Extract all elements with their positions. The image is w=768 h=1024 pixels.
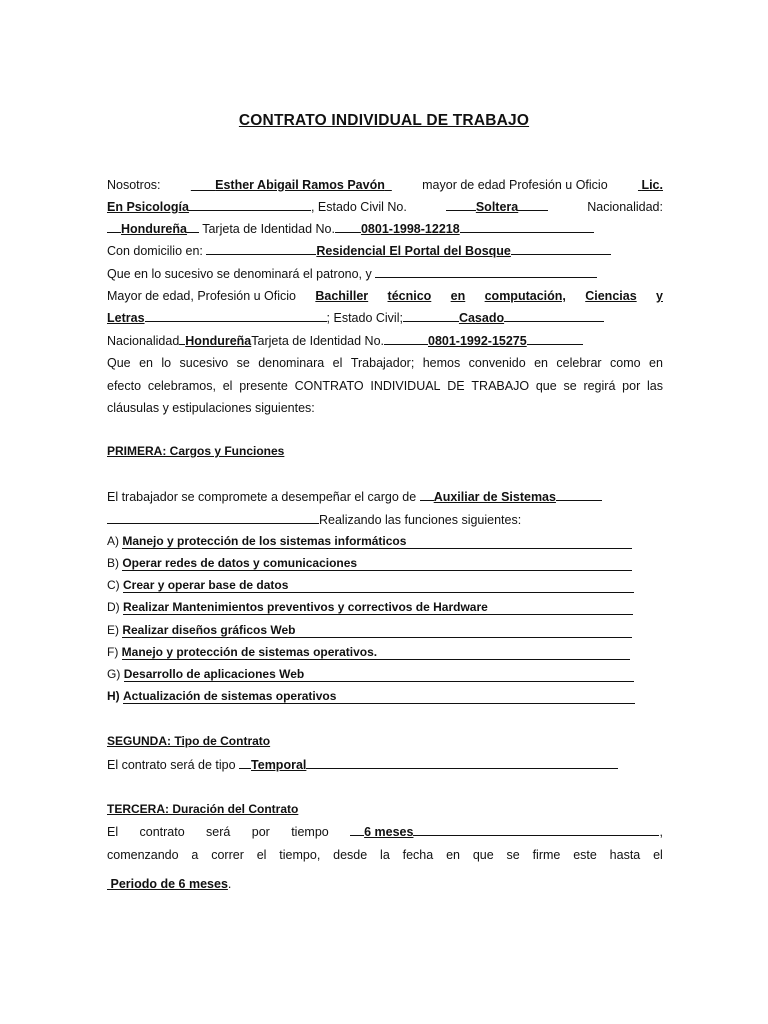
function-letter: C)	[107, 578, 120, 592]
function-letter: A)	[107, 534, 119, 548]
worker-profession-word: y	[656, 289, 663, 303]
comenzando-word: correr	[211, 848, 244, 862]
funciones-label: Realizando las funciones siguientes:	[319, 513, 522, 527]
function-text: Operar redes de datos y comunicaciones	[122, 556, 632, 571]
document-title: CONTRATO INDIVIDUAL DE TRABAJO	[238, 112, 530, 129]
comenzando-word: hasta	[609, 848, 641, 862]
segunda-heading: SEGUNDA: Tipo de Contrato	[107, 734, 271, 748]
function-letter: H)	[107, 689, 120, 703]
intro-line-8	[107, 333, 663, 349]
function-item-d	[107, 600, 633, 615]
function-item-f	[107, 645, 630, 660]
comenzando-word: a	[191, 848, 199, 862]
employer-name: Esther Abigail Ramos Pavón	[215, 178, 385, 192]
worker-id-label: Tarjeta de Identidad No.	[251, 334, 384, 348]
tipo-line	[107, 757, 663, 773]
function-letter: B)	[107, 556, 119, 570]
paragraph-word: efecto	[107, 379, 142, 393]
employer-profession-b: En Psicología	[107, 200, 189, 214]
comenzando-word: el	[653, 848, 663, 862]
comenzando-word: comenzando	[107, 848, 179, 862]
intro-line-4	[107, 243, 663, 259]
paragraph-word: INDIVIDUAL	[370, 379, 441, 393]
comenzando-word: fecha	[402, 848, 434, 862]
intro-line-3	[107, 221, 663, 237]
comenzando-word: se	[506, 848, 520, 862]
function-item-a	[107, 534, 632, 549]
function-text: Realizar diseños gráficos Web	[122, 623, 632, 638]
tarjeta-label: Tarjeta de Identidad No.	[202, 222, 335, 236]
tercera-heading: TERCERA: Duración del Contrato	[107, 802, 299, 816]
duracion-word: tiempo	[291, 825, 329, 839]
paragraph-word: sucesivo	[179, 356, 229, 370]
employer-id-number: 0801-1998-12218	[360, 222, 460, 236]
comenzando-word: en	[446, 848, 460, 862]
paragraph-word: lo	[161, 356, 172, 370]
paragraph-word: denominara	[258, 356, 325, 370]
paragraph-word: el	[332, 356, 343, 370]
function-item-b	[107, 556, 632, 571]
function-letter: G)	[107, 667, 121, 681]
worker-nationality: Hondureña	[185, 334, 252, 348]
paragraph-word: las	[647, 379, 663, 393]
worker-civil-status: Casado	[458, 311, 505, 325]
paragraph-line-3: cláusulas y estipulaciones siguientes:	[107, 401, 315, 415]
function-item-g	[107, 667, 634, 682]
duracion-word: por	[251, 825, 270, 839]
tipo-label: El contrato será de tipo	[107, 758, 236, 772]
employer-nationality: Hondureña	[121, 222, 187, 236]
worker-nationality-label: Nacionalidad	[107, 334, 180, 348]
cargo-line	[107, 489, 663, 505]
intro-line-7	[107, 310, 663, 326]
estado-civil-label: , Estado Civil No.	[310, 200, 407, 214]
paragraph-word: en	[534, 356, 548, 370]
comenzando-word: firme	[532, 848, 561, 862]
function-item-h	[107, 689, 635, 704]
intro-line-5	[107, 266, 663, 282]
paragraph-word: presente	[239, 379, 288, 393]
nacionalidad-label: Nacionalidad:	[587, 200, 663, 214]
paragraph-word: como	[610, 356, 641, 370]
function-letter: D)	[107, 600, 120, 614]
comenzando-word: tiempo,	[279, 848, 321, 862]
primera-heading: PRIMERA: Cargos y Funciones	[107, 444, 285, 458]
paragraph-word: DE	[447, 379, 465, 393]
address-value: Residencial El Portal del Bosque	[316, 244, 511, 258]
duracion-line: El contrato será por tiempo 6 meses ,	[107, 825, 663, 839]
paragraph-word: el	[222, 379, 233, 393]
comenzando-word: el	[256, 848, 267, 862]
cargo-value: Auxiliar de Sistemas	[433, 490, 556, 504]
function-text: Actualización de sistemas operativos	[123, 689, 635, 704]
paragraph-word: en	[649, 356, 663, 370]
employer-profession-a: Lic.	[641, 178, 663, 192]
employer-civil-status: Soltera	[475, 200, 519, 214]
function-item-c	[107, 578, 634, 593]
profesion-label: mayor de edad Profesión u Oficio	[422, 178, 608, 192]
paragraph-word: en	[139, 356, 153, 370]
function-text: Manejo y protección de sistemas operativos.	[122, 645, 630, 660]
hasta-value: Periodo de 6 meses	[110, 877, 228, 891]
intro-line-6	[107, 288, 663, 304]
paragraph-word: que	[535, 379, 557, 393]
function-text: Realizar Mantenimientos preventivos y correctivos de Hardware	[123, 600, 633, 615]
function-item-e	[107, 623, 632, 638]
paragraph-word: TRABAJO	[471, 379, 530, 393]
patrono-text: Que en lo sucesivo se denominará el patrono, y	[107, 267, 372, 281]
worker-profession-b: Letras	[107, 311, 145, 325]
paragraph-word: Trabajador;	[350, 356, 415, 370]
tipo-value: Temporal	[251, 758, 307, 772]
worker-id-number: 0801-1992-15275	[428, 334, 527, 348]
funciones-line	[107, 512, 663, 528]
function-text: Crear y operar base de datos	[123, 578, 634, 593]
paragraph-line-1	[107, 355, 663, 371]
paragraph-word: celebramos,	[147, 379, 216, 393]
paragraph-word: por	[622, 379, 641, 393]
worker-profession-word: en	[450, 289, 466, 303]
worker-profession-label: Mayor de edad, Profesión u Oficio	[107, 289, 296, 303]
comenzando-word: la	[380, 848, 390, 862]
worker-profession-word: técnico	[387, 289, 432, 303]
function-letter: F)	[107, 645, 119, 659]
comenzando-word: desde	[333, 848, 368, 862]
worker-profession-word: Bachiller	[315, 289, 369, 303]
paragraph-line-2	[107, 378, 663, 394]
worker-civil-label: ; Estado Civil;	[326, 311, 403, 325]
comenzando-line	[107, 847, 663, 863]
paragraph-word: CONTRATO	[294, 379, 364, 393]
paragraph-word: celebrar	[556, 356, 602, 370]
function-letter: E)	[107, 623, 119, 637]
worker-profession-word: computación,	[484, 289, 566, 303]
paragraph-word: convenido	[468, 356, 526, 370]
paragraph-word: hemos	[422, 356, 461, 370]
worker-profession-word: Ciencias	[585, 289, 637, 303]
domicilio-label: Con domicilio en:	[107, 244, 203, 258]
paragraph-word: regirá	[583, 379, 616, 393]
paragraph-word: se	[236, 356, 250, 370]
function-text: Desarrollo de aplicaciones Web	[124, 667, 634, 682]
comenzando-word: este	[573, 848, 597, 862]
nosotros-label: Nosotros:	[107, 178, 161, 192]
hasta-line: Periodo de 6 meses.	[107, 876, 663, 892]
duracion-word: será	[206, 825, 231, 839]
paragraph-word: se	[563, 379, 577, 393]
intro-line-2	[107, 199, 663, 215]
duracion-word: El	[107, 825, 119, 839]
duracion-word: contrato	[139, 825, 185, 839]
cargo-label: El trabajador se compromete a desempeñar el cargo de	[107, 490, 417, 504]
function-text: Manejo y protección de los sistemas informáticos	[122, 534, 632, 549]
duracion-value: 6 meses	[364, 825, 414, 839]
paragraph-word: Que	[107, 356, 131, 370]
comenzando-word: que	[472, 848, 494, 862]
intro-line-1	[107, 177, 663, 193]
